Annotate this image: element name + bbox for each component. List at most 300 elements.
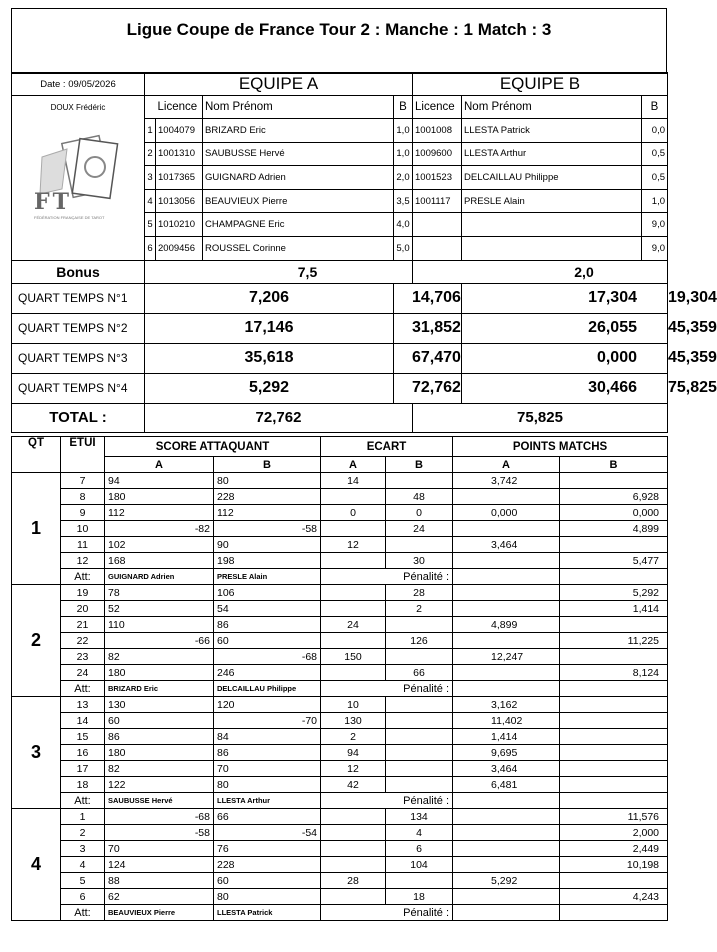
detail-cell: 24 xyxy=(321,617,386,633)
detail-cell: 24 xyxy=(386,521,453,537)
detail-cell xyxy=(214,825,269,841)
detail-row xyxy=(12,665,668,681)
detail-cell: 0 xyxy=(386,505,453,521)
detail-cell xyxy=(160,777,214,793)
detail-cell: 10 xyxy=(321,697,386,713)
quarter-b-score: 17,304 xyxy=(462,283,668,313)
detail-cell xyxy=(321,521,386,537)
player-b-licence: 1001523 xyxy=(413,166,462,190)
detail-cell: 8,124 xyxy=(560,665,668,681)
score-sheet xyxy=(11,8,667,74)
detail-cell: -68 xyxy=(269,649,321,665)
detail-cell: 42 xyxy=(321,777,386,793)
detail-row xyxy=(12,537,668,553)
detail-row xyxy=(12,617,668,633)
detail-cell: 11,402 xyxy=(453,713,560,729)
penalty-a xyxy=(453,681,560,697)
detail-cell: 10 xyxy=(61,521,105,537)
detail-cell: 5,477 xyxy=(560,553,668,569)
player-a-num: 5 xyxy=(145,213,156,237)
detail-cell xyxy=(269,665,321,681)
detail-cell xyxy=(160,473,214,489)
quarter-number: 4 xyxy=(12,809,61,921)
teams-table xyxy=(11,72,717,433)
detail-cell xyxy=(269,473,321,489)
player-b-name xyxy=(462,236,642,260)
player-a-num: 4 xyxy=(145,189,156,213)
detail-cell xyxy=(160,601,214,617)
logo-cell xyxy=(12,119,145,261)
points-a-head: A xyxy=(453,457,560,473)
team-a-header: EQUIPE A xyxy=(145,73,413,96)
detail-cell: 94 xyxy=(105,473,160,489)
quarter-b-score: 0,000 xyxy=(462,343,668,373)
player-b-name xyxy=(462,213,642,237)
attacker-b: LLESTA Arthur xyxy=(214,793,321,809)
detail-cell: 24 xyxy=(61,665,105,681)
detail-cell xyxy=(160,505,214,521)
detail-cell xyxy=(560,761,668,777)
detail-cell: 4,899 xyxy=(453,617,560,633)
detail-cell: 9,695 xyxy=(453,745,560,761)
detail-cell: 6,481 xyxy=(453,777,560,793)
detail-cell: 180 xyxy=(105,745,160,761)
ecart-a-head: A xyxy=(321,457,386,473)
detail-cell: 14 xyxy=(61,713,105,729)
detail-cell xyxy=(321,489,386,505)
quarter-row: QUART TEMPS N°3 35,618 67,470 0,000 45,359 xyxy=(12,343,668,373)
detail-cell: 0,000 xyxy=(560,505,668,521)
detail-cell: 168 xyxy=(105,553,160,569)
penalty-b xyxy=(560,793,668,809)
detail-cell: 0 xyxy=(321,505,386,521)
attacker-a: BEAUVIEUX Pierre xyxy=(105,905,214,921)
detail-cell: 15 xyxy=(61,729,105,745)
detail-cell xyxy=(321,857,386,873)
detail-cell: 60 xyxy=(214,633,269,649)
player-b-licence: 1009600 xyxy=(413,142,462,166)
detail-cell: 4,243 xyxy=(560,889,668,905)
detail-cell: 112 xyxy=(105,505,160,521)
ft-logo xyxy=(12,119,144,260)
detail-cell: 66 xyxy=(386,665,453,681)
detail-cell xyxy=(453,841,560,857)
detail-cell: 3,464 xyxy=(453,761,560,777)
detail-cell xyxy=(214,649,269,665)
detail-row xyxy=(12,473,668,489)
player-a-num: 1 xyxy=(145,119,156,143)
detail-cell: 110 xyxy=(105,617,160,633)
detail-cell: -82 xyxy=(160,521,214,537)
detail-cell: 6 xyxy=(61,889,105,905)
detail-cell: 1 xyxy=(61,809,105,825)
detail-cell xyxy=(321,841,386,857)
detail-cell xyxy=(269,809,321,825)
quarter-a-score: 35,618 xyxy=(145,343,394,373)
quarter-a-cumul: 14,706 xyxy=(394,283,462,313)
penalty-a xyxy=(453,905,560,921)
detail-cell: 20 xyxy=(61,601,105,617)
detail-cell xyxy=(269,505,321,521)
detail-cell: 12 xyxy=(321,761,386,777)
total-a: 72,762 xyxy=(145,403,413,432)
detail-cell: 9 xyxy=(61,505,105,521)
detail-cell xyxy=(453,585,560,601)
team-b-header: EQUIPE B xyxy=(413,73,668,96)
detail-cell: 130 xyxy=(105,697,160,713)
detail-cell xyxy=(453,553,560,569)
quarter-a-cumul: 67,470 xyxy=(394,343,462,373)
detail-cell xyxy=(321,553,386,569)
detail-row xyxy=(12,889,668,905)
penalty-label: Pénalité : xyxy=(321,681,453,697)
detail-cell: 19 xyxy=(61,585,105,601)
detail-cell: 62 xyxy=(105,889,160,905)
attacker-b: PRESLE Alain xyxy=(214,569,321,585)
detail-row xyxy=(12,777,668,793)
detail-cell xyxy=(269,617,321,633)
detail-cell xyxy=(105,633,160,649)
ecart-b-head: B xyxy=(386,457,453,473)
detail-cell xyxy=(105,825,160,841)
detail-cell xyxy=(321,809,386,825)
detail-cell: 3,464 xyxy=(453,537,560,553)
detail-row xyxy=(12,745,668,761)
detail-cell: 86 xyxy=(105,729,160,745)
player-a-num: 3 xyxy=(145,166,156,190)
detail-cell: 94 xyxy=(321,745,386,761)
detail-cell xyxy=(560,649,668,665)
detail-cell xyxy=(386,729,453,745)
detail-row xyxy=(12,857,668,873)
detail-cell xyxy=(386,617,453,633)
player-b-name: LLESTA Patrick xyxy=(462,119,642,143)
detail-row xyxy=(12,713,668,729)
detail-cell: 5,292 xyxy=(560,585,668,601)
detail-cell xyxy=(386,649,453,665)
quarter-label: QUART TEMPS N°4 xyxy=(12,373,145,403)
attacker-row xyxy=(12,793,668,809)
detail-cell xyxy=(105,809,160,825)
detail-row xyxy=(12,633,668,649)
detail-cell: -70 xyxy=(269,713,321,729)
detail-cell xyxy=(160,729,214,745)
detail-cell xyxy=(560,713,668,729)
detail-cell xyxy=(560,537,668,553)
att-label: Att: xyxy=(61,681,105,697)
player-a-licence: 1017365 xyxy=(156,166,203,190)
detail-cell xyxy=(560,873,668,889)
detail-row xyxy=(12,585,668,601)
detail-cell xyxy=(321,825,386,841)
detail-cell: 3,742 xyxy=(453,473,560,489)
quarter-a-score: 17,146 xyxy=(145,313,394,343)
detail-cell: 2,449 xyxy=(560,841,668,857)
detail-table xyxy=(11,436,668,921)
detail-cell: 122 xyxy=(105,777,160,793)
detail-cell: 48 xyxy=(386,489,453,505)
detail-cell: 70 xyxy=(105,841,160,857)
detail-row xyxy=(12,809,668,825)
detail-cell xyxy=(160,489,214,505)
detail-cell: 106 xyxy=(214,585,269,601)
col-score: SCORE ATTAQUANT xyxy=(105,437,321,457)
detail-cell: 7 xyxy=(61,473,105,489)
date-label: Date : 09/05/2026 xyxy=(12,73,145,96)
detail-cell: 28 xyxy=(386,585,453,601)
detail-cell: 180 xyxy=(105,665,160,681)
detail-cell: 11,225 xyxy=(560,633,668,649)
detail-cell: 1,414 xyxy=(453,729,560,745)
penalty-b xyxy=(560,569,668,585)
attacker-a: SAUBUSSE Hervé xyxy=(105,793,214,809)
player-a-bonus: 3,5 xyxy=(394,189,413,213)
quarter-number: 2 xyxy=(12,585,61,697)
detail-cell xyxy=(269,585,321,601)
detail-cell xyxy=(560,729,668,745)
detail-cell xyxy=(160,553,214,569)
player-b-name: DELCAILLAU Philippe xyxy=(462,166,642,190)
detail-cell xyxy=(386,761,453,777)
detail-cell: 60 xyxy=(105,713,160,729)
bonus-label: Bonus xyxy=(12,260,145,283)
detail-cell xyxy=(386,777,453,793)
detail-row xyxy=(12,489,668,505)
quarter-a-score: 5,292 xyxy=(145,373,394,403)
quarter-a-score: 7,206 xyxy=(145,283,394,313)
sheet-title: Ligue Coupe de France Tour 2 : Manche : 1 Match : 3 xyxy=(12,9,666,73)
detail-cell: 150 xyxy=(321,649,386,665)
att-label: Att: xyxy=(61,793,105,809)
detail-cell xyxy=(386,713,453,729)
total-b: 75,825 xyxy=(413,403,668,432)
detail-cell xyxy=(160,745,214,761)
col-b-a: B xyxy=(394,96,413,119)
detail-cell: 12,247 xyxy=(453,649,560,665)
att-label: Att: xyxy=(61,905,105,921)
player-a-bonus: 2,0 xyxy=(394,166,413,190)
detail-row xyxy=(12,505,668,521)
detail-cell: -68 xyxy=(160,809,214,825)
referee-name: DOUX Frédéric xyxy=(12,96,145,119)
detail-cell xyxy=(160,537,214,553)
detail-cell: 2,000 xyxy=(560,825,668,841)
player-a-name: SAUBUSSE Hervé xyxy=(203,142,394,166)
detail-cell xyxy=(560,745,668,761)
detail-cell xyxy=(269,873,321,889)
detail-cell: 228 xyxy=(214,489,269,505)
detail-cell xyxy=(269,553,321,569)
player-a-bonus: 1,0 xyxy=(394,119,413,143)
detail-cell xyxy=(160,841,214,857)
quarter-label: QUART TEMPS N°1 xyxy=(12,283,145,313)
detail-cell xyxy=(321,633,386,649)
detail-cell xyxy=(269,697,321,713)
detail-cell xyxy=(453,809,560,825)
detail-cell xyxy=(269,745,321,761)
detail-cell xyxy=(321,585,386,601)
detail-cell: 130 xyxy=(321,713,386,729)
detail-cell: 80 xyxy=(214,473,269,489)
player-a-name: BRIZARD Eric xyxy=(203,119,394,143)
detail-cell: 246 xyxy=(214,665,269,681)
col-nom-a: Nom Prénom xyxy=(203,96,394,119)
player-a-licence: 1013056 xyxy=(156,189,203,213)
detail-cell: 70 xyxy=(214,761,269,777)
detail-cell xyxy=(321,601,386,617)
detail-cell: 86 xyxy=(214,617,269,633)
detail-cell xyxy=(386,697,453,713)
detail-cell xyxy=(386,745,453,761)
detail-cell: 4 xyxy=(386,825,453,841)
quarter-row: QUART TEMPS N°1 7,206 14,706 17,304 19,304 xyxy=(12,283,668,313)
detail-cell: -54 xyxy=(269,825,321,841)
total-label: TOTAL : xyxy=(12,403,145,432)
detail-cell xyxy=(269,857,321,873)
detail-cell xyxy=(386,473,453,489)
score-b-head: B xyxy=(214,457,321,473)
detail-cell: 102 xyxy=(105,537,160,553)
detail-cell xyxy=(453,825,560,841)
penalty-label: Pénalité : xyxy=(321,905,453,921)
detail-row xyxy=(12,873,668,889)
att-label: Att: xyxy=(61,569,105,585)
detail-cell: 11,576 xyxy=(560,809,668,825)
detail-cell xyxy=(453,857,560,873)
detail-cell xyxy=(453,601,560,617)
attacker-a: BRIZARD Eric xyxy=(105,681,214,697)
detail-cell xyxy=(160,889,214,905)
quarter-row: QUART TEMPS N°2 17,146 31,852 26,055 45,359 xyxy=(12,313,668,343)
detail-cell: 80 xyxy=(214,889,269,905)
penalty-label: Pénalité : xyxy=(321,569,453,585)
quarter-b-score: 30,466 xyxy=(462,373,668,403)
detail-cell: 22 xyxy=(61,633,105,649)
detail-cell: 2 xyxy=(321,729,386,745)
detail-cell: 86 xyxy=(214,745,269,761)
detail-cell: 12 xyxy=(321,537,386,553)
player-a-name: GUIGNARD Adrien xyxy=(203,166,394,190)
detail-row xyxy=(12,841,668,857)
detail-cell: 90 xyxy=(214,537,269,553)
player-b-bonus: 1,0 xyxy=(642,189,668,213)
detail-cell: 228 xyxy=(214,857,269,873)
player-a-num: 6 xyxy=(145,236,156,260)
tarot-card-logo-icon xyxy=(12,119,145,257)
attacker-row xyxy=(12,905,668,921)
detail-cell: 17 xyxy=(61,761,105,777)
detail-cell: 3,162 xyxy=(453,697,560,713)
detail-cell: 78 xyxy=(105,585,160,601)
detail-cell: 180 xyxy=(105,489,160,505)
detail-cell xyxy=(160,665,214,681)
col-etui: ETUI xyxy=(61,437,105,473)
bonus-b: 2,0 xyxy=(413,260,668,283)
player-a-name: BEAUVIEUX Pierre xyxy=(203,189,394,213)
detail-cell: 12 xyxy=(61,553,105,569)
penalty-a xyxy=(453,793,560,809)
detail-row xyxy=(12,553,668,569)
player-a-licence: 2009456 xyxy=(156,236,203,260)
detail-cell xyxy=(269,729,321,745)
detail-cell: 1,414 xyxy=(560,601,668,617)
detail-cell: 80 xyxy=(214,777,269,793)
quarter-a-cumul: 31,852 xyxy=(394,313,462,343)
detail-cell: -58 xyxy=(160,825,214,841)
detail-cell: 4 xyxy=(61,857,105,873)
detail-cell xyxy=(321,889,386,905)
detail-cell xyxy=(560,473,668,489)
detail-cell xyxy=(321,665,386,681)
detail-cell xyxy=(386,873,453,889)
attacker-row xyxy=(12,569,668,585)
detail-cell: -58 xyxy=(269,521,321,537)
detail-cell: 104 xyxy=(386,857,453,873)
player-a-bonus: 1,0 xyxy=(394,142,413,166)
player-a-num: 2 xyxy=(145,142,156,166)
attacker-row xyxy=(12,681,668,697)
detail-cell xyxy=(105,521,160,537)
attacker-a: GUIGNARD Adrien xyxy=(105,569,214,585)
player-b-bonus: 9,0 xyxy=(642,236,668,260)
player-a-bonus: 5,0 xyxy=(394,236,413,260)
player-b-licence: 1001008 xyxy=(413,119,462,143)
detail-cell: 134 xyxy=(386,809,453,825)
attacker-b: DELCAILLAU Philippe xyxy=(214,681,321,697)
col-ecart: ECART xyxy=(321,437,453,457)
quarter-b-score: 26,055 xyxy=(462,313,668,343)
player-b-bonus: 9,0 xyxy=(642,213,668,237)
detail-cell xyxy=(453,489,560,505)
detail-cell: 4,899 xyxy=(560,521,668,537)
detail-cell: 11 xyxy=(61,537,105,553)
detail-cell: 5 xyxy=(61,873,105,889)
detail-cell xyxy=(269,489,321,505)
quarter-row: QUART TEMPS N°4 5,292 72,762 30,466 75,825 xyxy=(12,373,668,403)
detail-cell xyxy=(269,841,321,857)
quarter-label: QUART TEMPS N°2 xyxy=(12,313,145,343)
player-b-name: LLESTA Arthur xyxy=(462,142,642,166)
detail-cell xyxy=(160,857,214,873)
detail-cell: 112 xyxy=(214,505,269,521)
detail-cell xyxy=(160,617,214,633)
detail-row xyxy=(12,761,668,777)
player-b-name: PRESLE Alain xyxy=(462,189,642,213)
penalty-b xyxy=(560,681,668,697)
detail-cell: 21 xyxy=(61,617,105,633)
detail-cell: 3 xyxy=(61,841,105,857)
detail-row xyxy=(12,601,668,617)
detail-cell xyxy=(269,761,321,777)
detail-cell xyxy=(453,521,560,537)
detail-cell: 6,928 xyxy=(560,489,668,505)
score-a-head: A xyxy=(105,457,214,473)
player-b-licence: 1001117 xyxy=(413,189,462,213)
player-b-licence xyxy=(413,213,462,237)
detail-cell: 18 xyxy=(61,777,105,793)
detail-cell: 2 xyxy=(61,825,105,841)
detail-cell: 88 xyxy=(105,873,160,889)
detail-cell: 14 xyxy=(321,473,386,489)
detail-cell xyxy=(214,521,269,537)
detail-cell xyxy=(560,697,668,713)
logo-text: FT xyxy=(34,188,72,215)
detail-cell: 18 xyxy=(386,889,453,905)
detail-cell: 66 xyxy=(214,809,269,825)
detail-cell: -66 xyxy=(160,633,214,649)
player-a-licence: 1001310 xyxy=(156,142,203,166)
player-b-licence xyxy=(413,236,462,260)
